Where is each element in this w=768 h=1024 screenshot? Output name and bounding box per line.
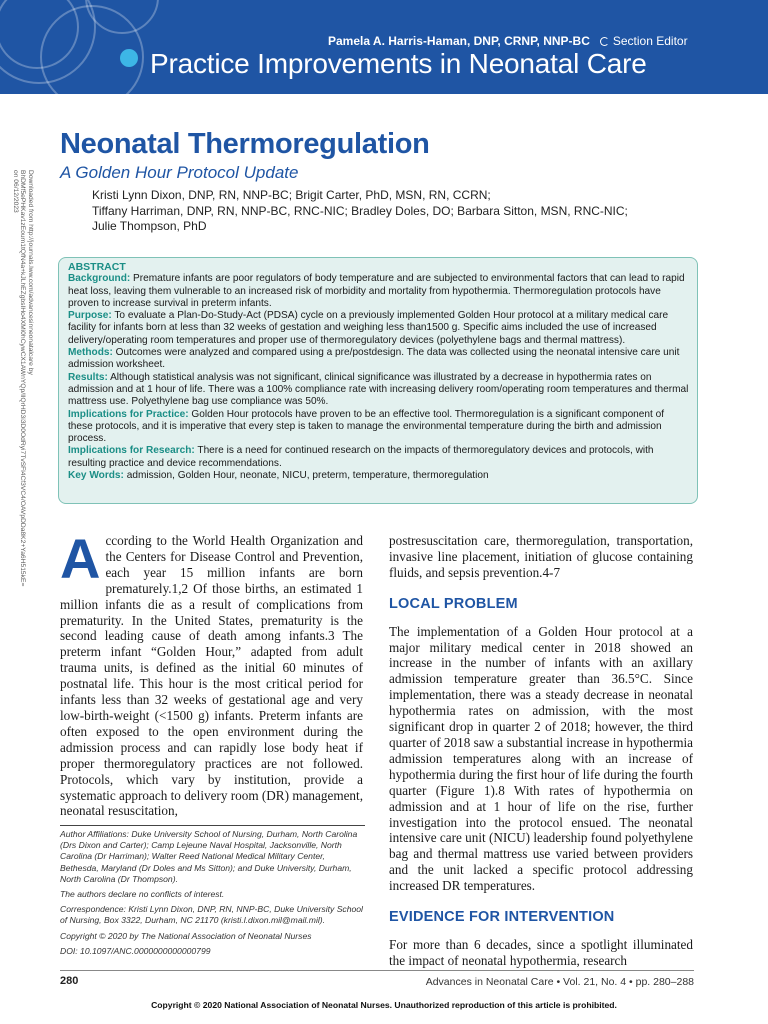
intro-paragraph: ccording to the World Health Organization and the Centers for Disease Control and Prevention, each year 15 million infants are born prematurely.1,2 Of those births, an estimated 1 million infants die as a result of complications from prematurity. In the United States, prematurity is the second leading cause of death among infants.3 The preterm infant “Golden Hour,” adapted from adult trauma units, is defined as the initial 60 minutes of postnatal life. This hour is the most critical period for infants less than 32 weeks of gestational age and very low-birth-weight (<1500 g) infants. Preterm infants are often exposed to the open environment during the admission process and can rapidly lose body heat if proper thermoregulatory practices are not followed. Protocols, which vary by institution, provide a systematic approach to delivery room (DR) management, neonatal resuscitation,: [60, 533, 363, 819]
abstract-purpose: [68, 310, 689, 347]
drop-cap: A: [60, 527, 101, 590]
copyright-notice: Copyright © 2020 National Association of Neonatal Nurses. Unauthorized reproduction of this article is prohibited.: [151, 1000, 617, 1010]
abstract-text: Although statistical analysis was not significant, clinical significance was illustrated by a decrease in hypothermia rates on admission and at 1 hour of life. There was a 100% compliance rate with increasing delivery room/operating room temperatures and thermal mattress use. Polyethylene bag use compliance was 50%.: [68, 371, 689, 408]
editor-name: Pamela A. Harris-Haman, DNP, CRNP, NNP-BC: [328, 34, 590, 48]
abstract-keywords: [68, 470, 689, 482]
abstract-label: Purpose:: [68, 310, 112, 322]
intro-continued: postresuscitation care, thermoregulation, transportation, invasive line placement, initiation of glucose containing fluids, and sepsis prevention.4-7: [389, 533, 693, 580]
abstract-practice: [68, 409, 689, 446]
page-number: 280: [60, 975, 79, 987]
download-note-text: Downloaded from http://journals.lww.com/advancesinneonatalcare by BhDMf5ePHKav1zEoum1tQfN4a+kJLhEZgbsIHo4XMi0hCywCX1AWnYQp/IlQrHD3i3D0OdRyi7TvSFl4Cf3VC4/OAVpDDa8K2+Ya6H515kE= on 06/12/2023: [11, 170, 34, 587]
banner-dot-icon: [120, 49, 138, 67]
affiliations-text: Author Affiliations: Duke University School of Nursing, Durham, North Carolina (Drs Dixon and Carter); Camp Lejeune Naval Hospital, Jacksonville, North Carolina (Dr Harriman); Walter Reed National Medical Military Center, Bethesda, Maryland (Dr Doles and Ms Sitton); and Duke University, Durham, North Carolina (Dr Thompson).: [60, 829, 358, 884]
body-column-left: [60, 527, 363, 819]
correspondence-text: Correspondence: Kristi Lynn Dixon, DNP, RN, NNP-BC, Duke University School of Nursing, Box 3322, Durham, NC 21170 (kristi.l.dixon.mil@mail.mil).: [60, 904, 363, 926]
local-problem-paragraph: The implementation of a Golden Hour protocol at a major military medical center in 2018 showed an increase in the number of infants with an axillary admission temperature greater than 36.5°C. Since implementation, there was a steady decrease in neonatal hypothermia rates on admission, with the most significant drop in quarter 2 of 2018; however, the third quarter of 2018 saw a substantial increase in hypothermia admission temperatures along with an increase of hypothermia during the first hour of life during the fourth quarter (Figure 1).8 With rates of hypothermia on admission and at 1 hour of life on the rise, further investigation into the protocol ensued. The neonatal intensive care unit (NICU) leadership found polyethylene bag and thermal mattress use varied between providers and the unit lacked a specific protocol addressing increased DR temperatures.: [389, 623, 693, 894]
section-title: Practice Improvements in Neonatal Care: [150, 48, 647, 79]
section-editor: [328, 34, 688, 48]
abstract-box: [58, 257, 698, 504]
section-banner: [0, 0, 768, 94]
author-line: Julie Thompson, PhD: [92, 219, 207, 233]
abstract-label: Implications for Practice:: [68, 408, 189, 420]
doi-text: DOI: 10.1097/ANC.0000000000000799: [60, 945, 211, 956]
author-line: Tiffany Harriman, DNP, RN, NNP-BC, RNC-NIC; Bradley Doles, DO; Barbara Sitton, MSN, RNC-NIC;: [92, 203, 628, 218]
evidence-paragraph: For more than 6 decades, since a spotlight illuminated the impact of neonatal hypothermia, research: [389, 936, 693, 968]
copyright-text: Copyright © 2020 by The National Association of Neonatal Nurses: [60, 930, 312, 941]
heading-evidence: EVIDENCE FOR INTERVENTION: [389, 909, 615, 926]
author-affiliations: [60, 825, 365, 961]
body-column-right: [389, 533, 693, 969]
journal-citation: Advances in Neonatal Care • Vol. 21, No. 4 • pp. 280–288: [425, 976, 694, 988]
author-list: [92, 188, 732, 235]
abstract-text: Premature infants are poor regulators of body temperature and are subjected to environmental factors that can lead to rapid heat loss, leaving them vulnerable to an increased risk of morbidity and mortality from hypothermia. Thermoregulation protocols have proven to increase survival in preterm infants.: [68, 273, 685, 309]
abstract-label: Implications for Research:: [68, 445, 195, 457]
abstract-label: Background:: [68, 273, 131, 285]
conflicts-text: The authors declare no conflicts of interest.: [60, 889, 225, 900]
abstract-label: Key Words:: [68, 470, 124, 482]
article-subtitle: A Golden Hour Protocol Update: [60, 163, 299, 182]
abstract-text: To evaluate a Plan-Do-Study-Act (PDSA) cycle on a previously implemented Golden Hour protocol at a military medical care facility for infants born at less than 32 weeks of gestation and weighing less than1500 g. Specific aims included the use of increased delivery/operating room temperatures and proper use of thermoregulatory devices (polyethylene bags and thermal mattress).: [68, 310, 669, 346]
article-title: Neonatal Thermoregulation: [60, 128, 430, 160]
abstract-text: There is a need for continued research on the impacts of thermoregulatory devices and protocols, with resulting practice and device recommendations.: [68, 445, 654, 469]
footer-divider: [60, 970, 694, 971]
abstract-results: [68, 372, 689, 409]
abstract-text: Golden Hour protocols have proven to be an effective tool. Thermoregulation is a significant component of these protocols, and it is imperative that every step is taken to manage the environmental temperature during the birth and admission process.: [68, 408, 665, 445]
abstract-text: admission, Golden Hour, neonate, NICU, preterm, temperature, thermoregulation: [123, 470, 489, 482]
abstract-background: [68, 273, 689, 310]
ring-icon: [600, 37, 609, 46]
abstract-text: Outcomes were analyzed and compared using a pre/postdesign. The data was collected using the neonatal intensive care unit admission worksheet.: [68, 347, 680, 371]
abstract-label: Methods:: [68, 347, 113, 359]
heading-local-problem: LOCAL PROBLEM: [389, 595, 518, 612]
editor-role: Section Editor: [612, 34, 688, 48]
abstract-heading: ABSTRACT: [68, 261, 126, 273]
abstract-methods: [68, 347, 689, 372]
abstract-label: Results:: [68, 371, 108, 383]
author-line: Kristi Lynn Dixon, DNP, RN, NNP-BC; Brigit Carter, PhD, MSN, RN, CCRN;: [92, 188, 491, 202]
download-note: [11, 170, 34, 590]
abstract-research: [68, 445, 689, 470]
